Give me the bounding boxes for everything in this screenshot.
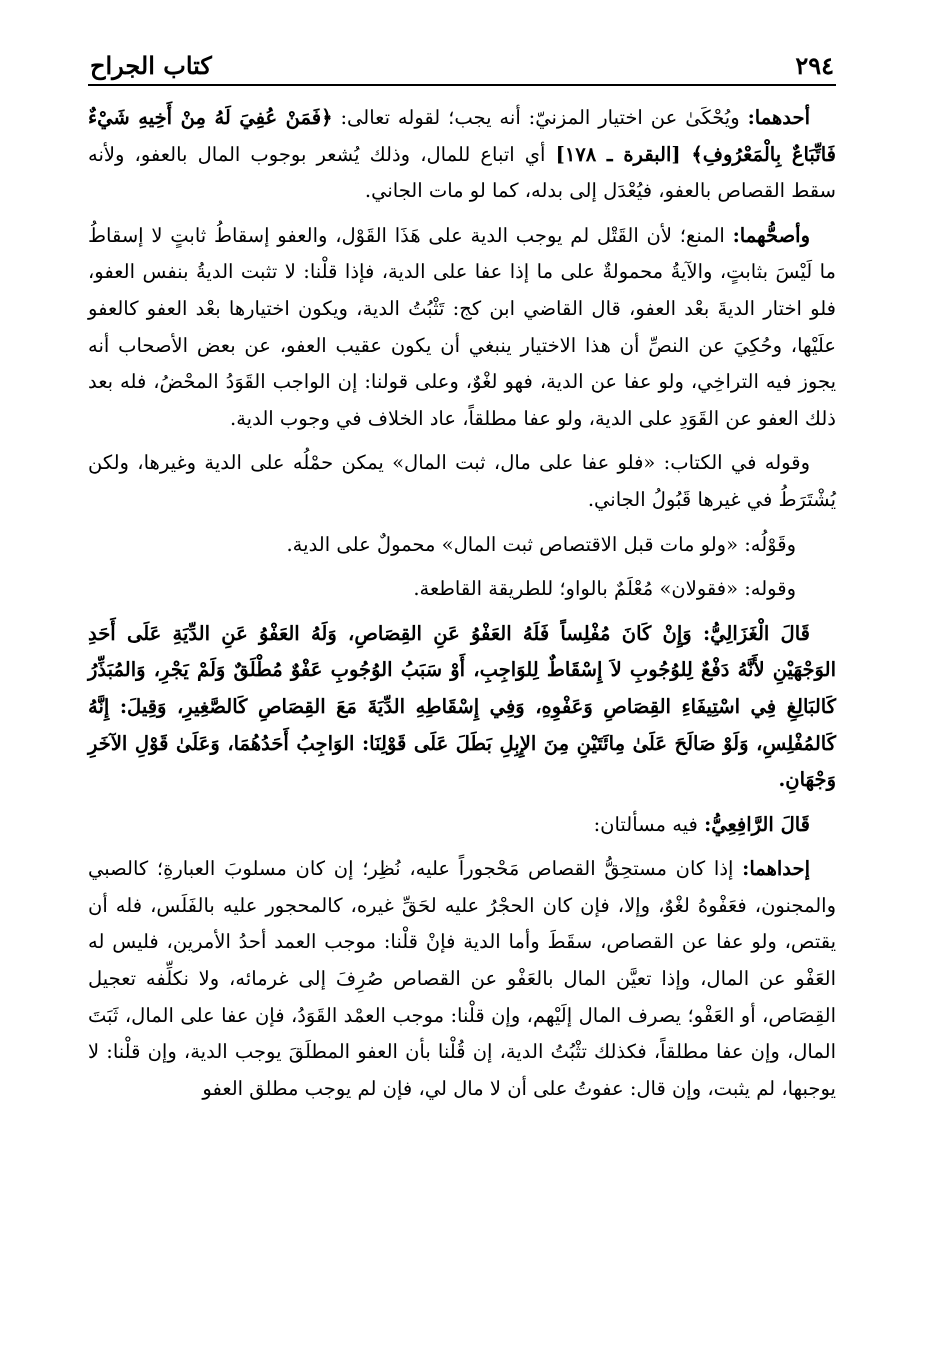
book-title: كتاب الجراح	[90, 51, 212, 80]
paragraph-text: إذا كان مستحِقُّ القصاص مَحْجوراً عليه، نُظِر؛ إن كان مسلوبَ العبارةِ؛ كالصبي والمجنون، فعَفْوهُ لغْوٌ، وإلا، فإن كان الحجْرُ عليه لحَقِّ غيره، كالمحجور عليه بالفَلَس، فله أن يقتص، ولو عفا عن القصاص، سقَطَ وأما الدية فإنْ قلْنا: موجب العمد أحدُ الأمرين، فليس له العَفْو عن المال، وإذا تعيَّن المال بالعَفْو عن القصاص صُرِفَ إلى غرمائه، ولا نكلِّفه تعجيل القِصَاص، أو العَفْو؛ يصرف المال إلَيْهم، وإن قلْنا: موجب العمْد القَوَدُ، فإن عفا على المال، ثَبَتَ المال، وإن عفا مطلقاً، فكذلك تثْبُتُ الدية، إن قُلْنا بأن العفو المطلَقَ يوجب الدية، وإن قلْنا: لا يوجبها، لم يثبت، وإن قال: عفوتُ على أن لا مال لي، فإن لم يوجب مطلق العفو	[88, 857, 836, 1100]
paragraph-rafii	[88, 807, 836, 844]
paragraph-first-opinion	[88, 100, 836, 210]
page-number: ٢٩٤	[795, 51, 834, 80]
paragraph-first-issue	[88, 851, 836, 1107]
page-body	[88, 100, 836, 1107]
paragraph-text: وَإِنْ كَانَ مُفْلِساً فَلَهُ العَفْوُ عَنِ القِصَاصِ، وَلَهُ العَفْوُ عَنِ الدِّيَةِ عَلَى أَحَدِ الوَجْهَيْنِ لأَنَّهُ دَفْعٌ لِلوُجُوبِ لاَ إِسْقَاطٌ لِلوَاجِبِ، أَوْ سَبَبُ الوُجُوبِ عَفْوٌ مُطْلَقٌ وَلَمْ يَجْرِ، وَالمُبَذِّرُ كَالبَالِغِ فِي اسْتِيفَاءِ القِصَاصِ وَعَفْوِهِ، وَفِي إِسْقَاطِهِ الدِّيَةَ مَعَ القِصَاصِ كَالصَّغِيرِ، وَقِيلَ: إِنَّهُ كَالمُفْلِسِ، وَلَوْ صَالَحَ عَلَىٰ مِائَتَيْنِ مِنَ الإِبِلِ بَطَلَ عَلَى قَوْلِنَا: الوَاجِبُ أَحَدُهُمَا، وَعَلَىٰ قَوْلِ الآخَرِ وَجْهَانِ.	[88, 621, 836, 792]
paragraph-lead: إحداهما:	[742, 857, 810, 881]
paragraph-text: فيه مسألتان:	[593, 812, 705, 836]
paragraph-lead: وأصحُّهما:	[732, 223, 810, 247]
paragraph-correct-opinion	[88, 218, 836, 438]
paragraph-lead: أحدهما:	[747, 106, 810, 129]
verse-reference: [البقرة ـ ١٧٨]	[555, 142, 692, 166]
paragraph-text: أي اتباع للمال، وذلك يُشعر بوجوب المال بالعفو، ولأنه سقط القصاص بالعفو، فيُعْدَل إلى بدله، كما لو مات الجاني.	[88, 142, 836, 203]
page-header	[88, 40, 836, 84]
paragraph-statement-death	[88, 527, 836, 564]
paragraph-text: المنع؛ لأن القَتْل لم يوجب الدية على هَذَا القَوْل، والعفو إسقاطُ ثابتٍ لا إسقاطُ ما لَيْسَ بثابتٍ، والآيةُ محمولةٌ على ما إذا عفا على الدية، فإذا قلْنا: لا تثبت الديةُ بنفس العفو، فلو اختار الديةَ بعْد العفو، قال القاضي ابن كج: تَثْبُتُ الدية، ويكون اختيارها بعْد العفو كالعفو علَيْها، وحُكِيَ عن النصِّ أن هذا الاختيار ينبغي أن يكون عقيب العفو، عن بعض الأصحاب أنه يجوز فيه التراخِي، ولو عفا عن الدية، فهو لغْوٌ، وعلى قولنا: إن الواجب القَوَدُ المحْضُ، فله بعد ذلك العفو عن القَوَدِ على الدية، ولو عفا مطلقاً، عاد الخلاف في وجوب الدية.	[88, 223, 836, 430]
paragraph-text: وقَوْلُه: «ولو مات قبل الاقتصاص ثبت المال» محمولٌ على الدية.	[286, 532, 796, 556]
paragraph-lead: قَالَ الرَّافِعِيُّ:	[704, 812, 810, 836]
paragraph-text: وقوله في الكتاب: «فلو عفا على مال، ثبت المال» يمكن حمْلُه على الدية وغيرها، ولكن يُشْتَرَطُ في غيرها قَبُولُ الجاني.	[88, 451, 836, 511]
quran-verse: ﴿فَمَنْ عُفِيَ لَهُ مِنْ أَخِيهِ شَيْءٌ فَاتِّبَاعٌ بِالْمَعْرُوفِ﴾	[88, 106, 836, 166]
paragraph-text: ويُحْكَىٰ عن اختيار المزنيّ: أنه يجب؛ لقوله تعالى:	[332, 106, 748, 129]
paragraph-book-statement	[88, 445, 836, 518]
paragraph-ghazali	[88, 616, 836, 799]
paragraph-text: وقوله: «فقولان» مُعْلَمٌ بالواو؛ للطريقة القاطعة.	[413, 577, 796, 601]
paragraph-statement-two-views	[88, 571, 836, 608]
paragraph-lead: قَالَ الْغَزَالِيُّ:	[702, 621, 810, 645]
header-rule	[88, 84, 836, 86]
